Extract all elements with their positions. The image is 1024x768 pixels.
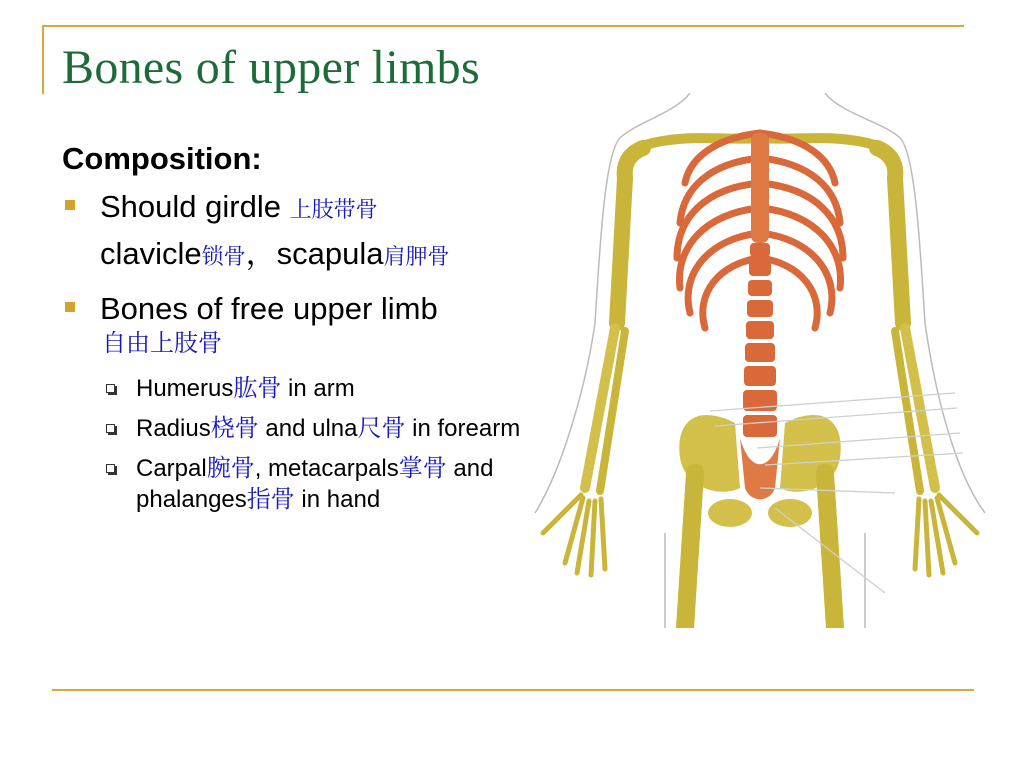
hollow-square-bullet-icon bbox=[106, 384, 115, 393]
hollow-square-bullet-icon bbox=[106, 424, 115, 433]
should-girdle-cn: 上肢带骨 bbox=[289, 197, 378, 223]
forearm-text: in forearm bbox=[405, 415, 521, 443]
carpal-text: Carpal bbox=[136, 455, 207, 483]
clavicle-text: clavicle bbox=[100, 236, 202, 272]
carpal-cn: 腕骨 bbox=[206, 455, 255, 483]
phalanges-text: and phalanges bbox=[136, 455, 494, 514]
frame-bottom-line bbox=[52, 689, 974, 691]
sub-item-humerus bbox=[62, 373, 542, 404]
sub-item-hand-bones bbox=[62, 453, 542, 515]
bullet-should-girdle bbox=[62, 185, 542, 279]
metacarpals-text: , metacarpals bbox=[254, 455, 399, 483]
hand-text: in hand bbox=[294, 486, 381, 514]
skeleton-illustration bbox=[525, 93, 995, 628]
frame-left-accent-line bbox=[42, 26, 44, 94]
square-bullet-icon bbox=[65, 200, 75, 210]
scapula-cn: 肩胛骨 bbox=[383, 244, 450, 270]
bullet-free-upper-limb bbox=[62, 287, 542, 331]
humerus-cn: 肱骨 bbox=[233, 375, 282, 403]
radius-text: Radius bbox=[136, 415, 211, 443]
ulna-text: and ulna bbox=[258, 415, 358, 443]
radius-cn: 桡骨 bbox=[210, 415, 259, 443]
right-arm-bones bbox=[877, 148, 977, 575]
free-upper-limb-cn: 自由上肢骨 bbox=[102, 330, 222, 358]
scapula-text: scapula bbox=[276, 236, 384, 272]
frame-top-line bbox=[42, 25, 964, 27]
metacarpals-cn: 掌骨 bbox=[398, 455, 447, 483]
composition-heading: Composition: bbox=[62, 141, 262, 176]
separator: ， bbox=[245, 236, 277, 272]
clavicle-cn: 锁骨 bbox=[201, 244, 246, 270]
right-hand-bones bbox=[915, 495, 977, 575]
ulna-cn: 尺骨 bbox=[357, 415, 406, 443]
left-hand-bones bbox=[543, 495, 605, 575]
square-bullet-icon bbox=[65, 302, 75, 312]
humerus-text: Humerus bbox=[136, 375, 234, 403]
slide-content bbox=[62, 140, 542, 524]
free-upper-limb-text: Bones of free upper limb bbox=[100, 291, 438, 327]
should-girdle-text: Should girdle bbox=[100, 189, 290, 225]
slide-title: Bones of upper limbs bbox=[62, 41, 480, 94]
humerus-suffix: in arm bbox=[281, 375, 355, 403]
left-arm-bones bbox=[543, 148, 643, 575]
sub-item-radius-ulna bbox=[62, 413, 542, 444]
phalanges-cn: 指骨 bbox=[246, 486, 295, 514]
hollow-square-bullet-icon bbox=[106, 464, 115, 473]
sternum bbox=[751, 133, 769, 243]
